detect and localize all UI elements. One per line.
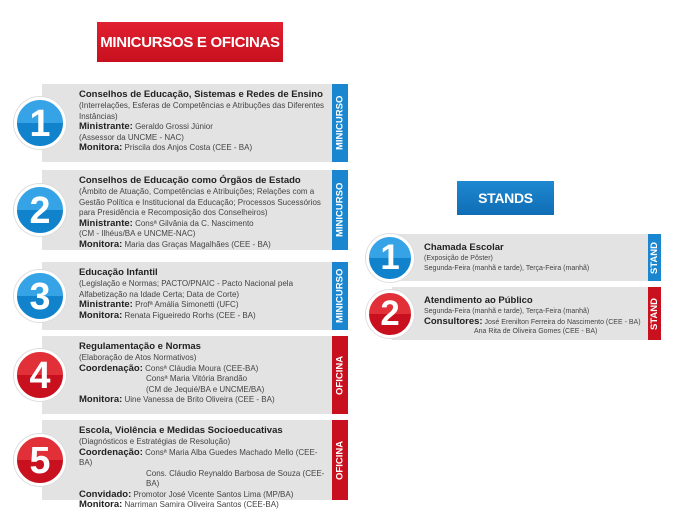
line-text: (Legislação e Normas; PACTO/PNAIC - Pacto Nacional pela Alfabetização na Idade Certa; Data de Corte): [79, 279, 294, 299]
card-content: [79, 89, 328, 154]
minicursos-banner: MINICURSOS E OFICINAS: [97, 22, 283, 62]
line-label: Coordenação:: [79, 362, 143, 374]
line-label: Ministrante:: [79, 299, 133, 310]
card-line: [79, 143, 328, 154]
line-label: Coordenação:: [79, 446, 143, 458]
line-text: (Interrelações, Esferas de Competências e Atribuções das Diferentes Instâncias): [79, 101, 325, 121]
line-text: Maria das Graças Magalhães (CEE - BA): [122, 239, 271, 249]
line-text: Consª Gilvânia da C. Nascimento: [132, 218, 254, 228]
card-title: Conselhos de Educação como Órgãos de Estado: [79, 175, 301, 186]
line-label: Consultores:: [424, 315, 483, 327]
number-badge: 1: [14, 97, 66, 149]
card-line: [424, 317, 644, 328]
line-text: Consª Cláudia Moura (CEE-BA): [142, 363, 259, 373]
card-title: Regulamentação e Normas: [79, 341, 201, 352]
number-badge: 1: [366, 234, 414, 282]
card-line: [79, 374, 328, 385]
card-line: [79, 122, 328, 133]
card-content: [79, 175, 328, 250]
card-line: [79, 187, 328, 219]
line-text: José Erenilton Ferreira do Nascimento (CEE - BA): [482, 318, 641, 326]
card-line: [424, 254, 644, 264]
card-line: [79, 311, 328, 322]
card-line: [79, 101, 328, 122]
card-content: [79, 341, 328, 406]
card-title: Conselhos de Educação, Sistemas e Redes de Ensino: [79, 89, 323, 100]
card-title: Educação Infantil: [79, 267, 158, 278]
line-text: Cons. Cláudio Reynaldo Barbosa de Souza (CEE-BA): [146, 468, 325, 488]
line-text: Ana Rita de Oliveira Gomes (CEE - BA): [474, 328, 598, 335]
card-content: [79, 267, 328, 321]
type-tag: OFICINA: [332, 420, 348, 500]
card-line: [79, 469, 328, 490]
line-label: Monitora:: [79, 309, 123, 321]
card-title: Atendimento ao Público: [424, 295, 533, 306]
type-tag: MINICURSO: [332, 262, 348, 330]
card-line: [79, 448, 328, 469]
line-label: Monitora:: [79, 499, 123, 510]
card-title: Chamada Escolar: [424, 242, 504, 253]
line-text: (Elaboração de Atos Normativos): [79, 353, 197, 362]
card-line: [424, 327, 644, 337]
card-line: [79, 219, 328, 230]
line-text: Renata Figueiredo Rorhs (CEE - BA): [122, 310, 256, 320]
line-label: Monitora:: [79, 394, 123, 405]
number-badge: 4: [14, 349, 66, 401]
line-text: (CM de Jequié/BA e UNCME/BA): [146, 384, 265, 394]
card-content: [424, 295, 644, 337]
line-text: (CM - Ilhéus/BA e UNCME-NAC): [79, 229, 196, 238]
type-tag: STAND: [648, 287, 661, 340]
line-label: Ministrante:: [79, 121, 133, 132]
line-text: Segunda-Feira (manhã e tarde), Terça-Feira (manhã): [424, 308, 590, 315]
number-badge: 2: [366, 290, 414, 338]
line-label: Monitora:: [79, 142, 123, 153]
number-badge: 5: [14, 434, 66, 486]
number-badge: 3: [14, 270, 66, 322]
type-tag: OFICINA: [332, 336, 348, 414]
line-text: Consª Maria Alba Guedes Machado Mello (CEE-BA): [79, 447, 318, 467]
line-text: Segunda-Feira (manhã e tarde), Terça-Feira (manhã): [424, 264, 590, 272]
card-line: [79, 500, 328, 511]
line-label: Monitora:: [79, 238, 123, 250]
card-line: [79, 364, 328, 375]
line-text: Uine Vanessa de Brito Oliveira (CEE - BA): [122, 395, 275, 404]
card-content: [424, 242, 644, 273]
number-badge: 2: [14, 184, 66, 236]
line-text: Geraldo Grossi Júnior: [132, 122, 213, 131]
line-text: Profª Amália Simonetti (UFC): [132, 300, 239, 309]
card-line: [424, 264, 644, 274]
line-text: Consª Maria Vitória Brandão: [146, 374, 248, 383]
type-tag: MINICURSO: [332, 84, 348, 162]
type-tag: MINICURSO: [332, 170, 348, 250]
card-content: [79, 425, 328, 511]
line-text: (Âmbito de Atuação, Competências e Atribuições; Relações com a Gestão Política e Institucional da Educação; Processos Sucessórios para Presidência e Recomposição dos Conselheiros): [79, 187, 321, 217]
type-tag: STAND: [648, 234, 661, 281]
card-line: [79, 240, 328, 251]
line-text: Promotor José Vicente Santos Lima (MP/BA): [131, 489, 294, 499]
line-text: (Assessor da UNCME - NAC): [79, 132, 184, 142]
line-label: Ministrante:: [79, 217, 133, 229]
line-text: (Diagnósticos e Estratégias de Resolução): [79, 437, 231, 446]
card-line: [79, 279, 328, 300]
line-text: Priscila dos Anjos Costa (CEE - BA): [122, 143, 253, 152]
line-text: (Exposição de Pôster): [424, 255, 493, 262]
line-text: Narriman Samira Oliveira Santos (CEE-BA): [122, 500, 279, 509]
card-title: Escola, Violência e Medidas Socioeducativas: [79, 425, 283, 436]
stands-banner: STANDS: [457, 181, 554, 215]
card-line: [79, 395, 328, 406]
line-label: Convidado:: [79, 488, 132, 500]
